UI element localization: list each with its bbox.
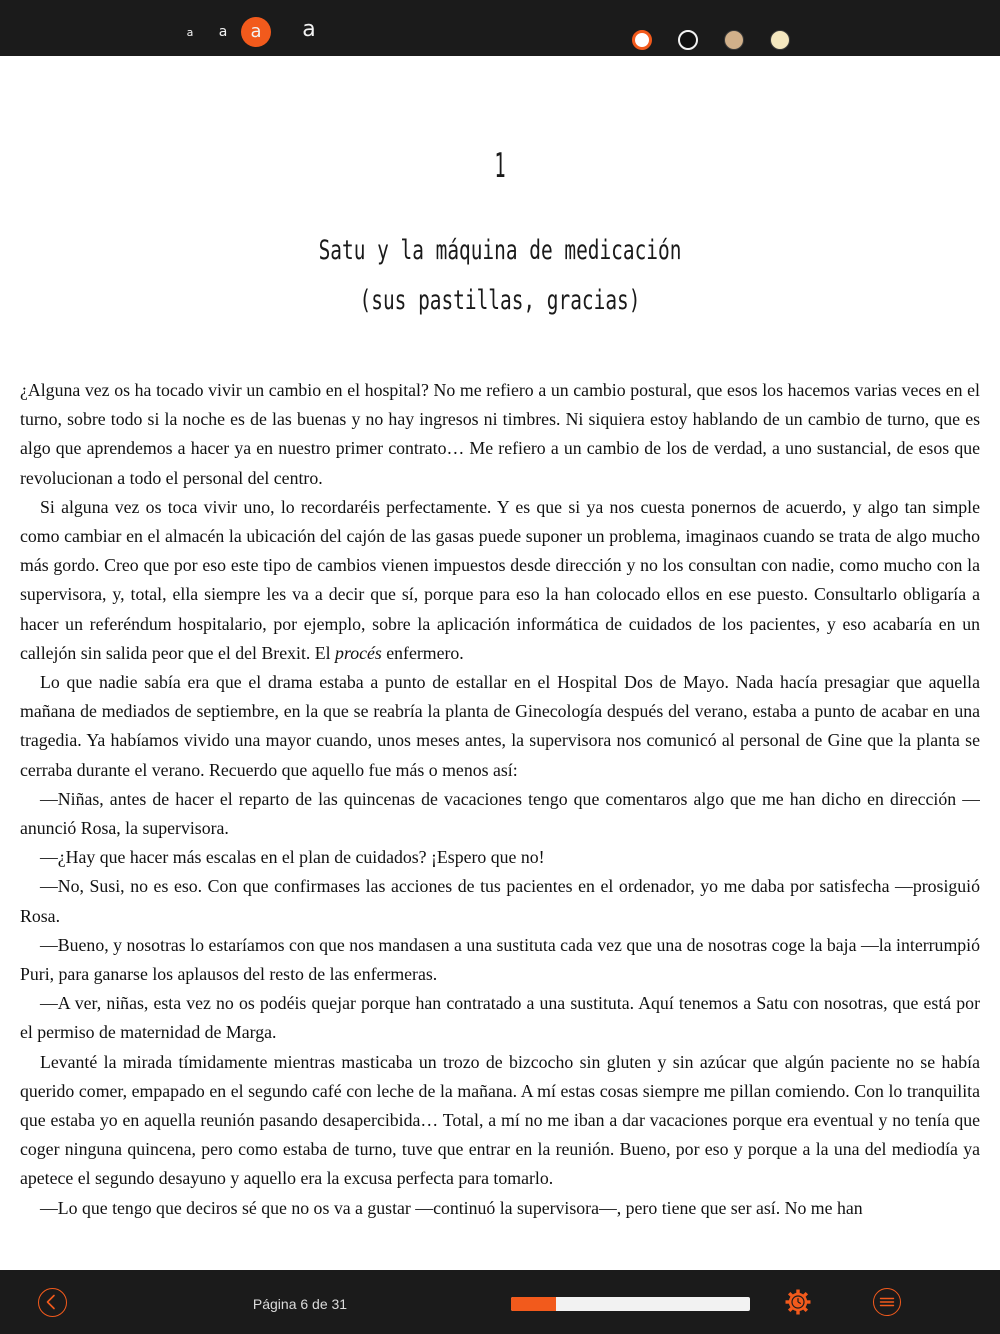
paragraph: Lo que nadie sabía era que el drama estaba a punto de estallar en el Hospital Dos de Mayo. Nada hacía presagiar que aquella mañana de mediados de septiembre, en la que se reabría la planta de Ginecología después del verano, estaba a punto de acabar en una tragedia. Ya habíamos vivido una mayor cuando, unos meses antes, la supervisora nos comunicó al personal de Gine que la planta se cerraba durante el verano. Recuerdo que aquello fue más o menos así: xyxy=(20,672,980,780)
theme-white-button[interactable] xyxy=(632,30,652,50)
chapter-title-line-1: Satu y la máquina de medicación xyxy=(318,235,682,266)
paragraph: —Lo que tengo que deciros sé que no os va a gustar —continuó la supervisora—, pero tiene que ser así. No me han xyxy=(40,1197,863,1218)
theme-tan-button[interactable] xyxy=(724,30,744,50)
chevron-left-icon xyxy=(39,1289,65,1315)
chapter-number: 1 xyxy=(494,146,506,186)
chapter-title-line-2: (sus pastillas, gracias) xyxy=(359,285,641,316)
paragraph: —Bueno, y nosotras lo estaríamos con que nos mandasen a una sustituta cada vez que una de nosotras coge la baja —la interrumpió Puri, para ganarse los aplausos del resto de las enfermeras. xyxy=(20,934,980,985)
back-button[interactable] xyxy=(38,1288,67,1317)
menu-icon xyxy=(874,1289,900,1315)
italic-word: procés xyxy=(335,642,382,663)
menu-button[interactable] xyxy=(873,1288,901,1316)
font-size-option-large[interactable]: a xyxy=(302,17,316,42)
font-size-option-medium-selected[interactable]: a xyxy=(241,17,271,47)
font-size-option-small[interactable]: a xyxy=(218,24,228,40)
paragraph-text: Si alguna vez os toca vivir uno, lo recordaréis perfectamente. Y es que si ya nos cuesta ponernos de acuerdo, y algo tan simple como cambiar en el almacén la ubicación del cajón de las gasas puede suponer un problema, imaginaos cuando se trata de algo mucho más gordo. Creo que por eso este tipo de cambios vienen impuestos desde dirección y no los consultan con nadie, como mucho con la supervisora, y, total, ella siempre les va a decir que sí, porque para eso la han colocado ellos en ese puesto. Consultarlo obligaría a hacer un referéndum hospitalario, por ejemplo, sobre la aplicación informática de cuidados de los pacientes, y eso acabaría en un callejón sin salida peor que el del Brexit. El xyxy=(20,496,980,663)
paragraph-text-end: enfermero. xyxy=(386,642,464,663)
reading-progress-bar[interactable] xyxy=(511,1297,750,1311)
gear-icon xyxy=(784,1288,812,1316)
reader-top-toolbar xyxy=(0,0,1000,56)
paragraph: Levanté la mirada tímidamente mientras masticaba un trozo de bizcocho sin gluten y sin azúcar que algún paciente no se había querido comer, empapado en el segundo café con leche de la mañana. A mí estas cosas siempre me pillan comiendo. Con lo tranquilita que estaba yo en aquella reunión pasando desapercibida… Total, a mí no me iban a dar vacaciones porque era eventual y no tenía que coger ninguna quincena, pero como estaba de turno, tuve que entrar en la reunión. Bueno, por eso y porque a la una del mediodía ya apetece el segundo desayuno y aquello era la excusa perfecta para tomarlo. xyxy=(20,1051,980,1189)
font-size-option-smallest[interactable]: a xyxy=(186,26,194,39)
settings-button[interactable] xyxy=(784,1288,812,1316)
reading-progress-fill xyxy=(511,1297,556,1311)
paragraph: —Niñas, antes de hacer el reparto de las quincenas de vacaciones tengo que comentaros algo que me han dicho en dirección —anunció Rosa, la supervisora. xyxy=(20,788,980,839)
chapter-title xyxy=(140,226,860,326)
paragraph: —¿Hay que hacer más escalas en el plan de cuidados? ¡Espero que no! xyxy=(40,847,545,868)
theme-black-button[interactable] xyxy=(678,30,698,50)
paragraph xyxy=(20,493,980,668)
page-indicator: Página 6 de 31 xyxy=(252,1296,348,1312)
paragraph: —A ver, niñas, esta vez no os podéis quejar porque han contratado a una sustituta. Aquí tenemos a Satu con nosotras, que está por el permiso de maternidad de Marga. xyxy=(20,993,980,1043)
book-page-text xyxy=(20,376,980,1271)
reader-bottom-toolbar xyxy=(0,1270,1000,1334)
theme-cream-button[interactable] xyxy=(770,30,790,50)
paragraph: —No, Susi, no es eso. Con que confirmases las acciones de tus pacientes en el ordenador, yo me daba por satisfecha —prosiguió Rosa. xyxy=(20,876,980,926)
paragraph: ¿Alguna vez os ha tocado vivir un cambio en el hospital? No me refiero a un cambio postural, que esos los hacemos varias veces en el turno, sobre todo si la noche es de las buenas y no hay ingresos ni timbres. Ni siquiera estoy hablando de un cambio de turno, que es algo que aprendemos a hacer ya en nuestro primer contrato… Me refiero a un cambio de los de verdad, a uno sustancial, de esos que revolucionan a todo el personal del centro. xyxy=(20,380,980,488)
